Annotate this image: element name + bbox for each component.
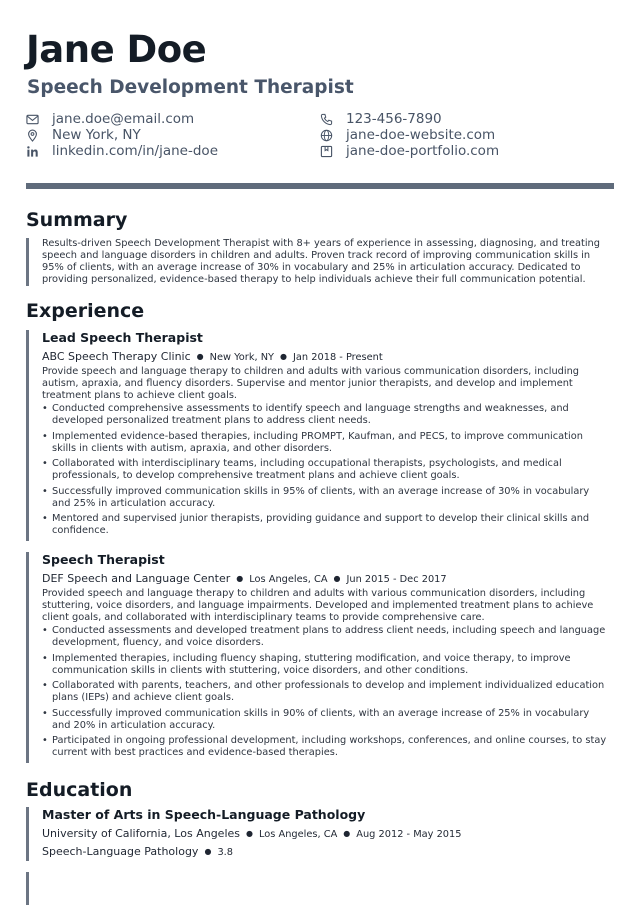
separator-dot: ●	[343, 829, 351, 838]
job-entry	[26, 330, 614, 541]
job-bullets	[42, 403, 608, 537]
school-location: Los Angeles, CA	[259, 829, 338, 840]
job-description: Provided speech and language therapy to children and adults with various communication disorders, including stuttering, voice disorders, and language impairments. Developed and implemented treatment plans to achieve client goals, and collaborated with interdisciplinary teams to provide comprehensive care.	[42, 588, 594, 623]
candidate-name: Jane Doe	[26, 28, 207, 71]
job-company: DEF Speech and Language Center	[42, 572, 231, 585]
separator-dot: ●	[246, 829, 253, 838]
summary-heading: Summary	[26, 209, 128, 231]
phone-text: 123-456-7890	[346, 111, 442, 127]
next-section-bar	[26, 872, 42, 905]
job-company: ABC Speech Therapy Clinic	[42, 350, 191, 363]
degree-title: Master of Arts in Speech-Language Pathology	[42, 807, 366, 822]
contact-block	[26, 111, 616, 161]
contact-email[interactable]	[26, 111, 194, 127]
job-dates: Jan 2018 - Present	[293, 352, 383, 363]
list-item: • Conducted comprehensive assessments to identify speech and language strengths and weaknesses, and developed personalized treatment plans to address client needs.	[42, 403, 608, 427]
summary-text: Results-driven Speech Development Therapist with 8+ years of experience in assessing, diagnosing, and treating speech and language disorders in children and adults. Proven track record of improving communication skills in 95% of clients, with an average increase of 30% in vocabulary and 25% in articulation accuracy. Dedicated to providing personalized, evidence-based therapy to help individuals achieve their full communication potential.	[42, 238, 600, 285]
contact-portfolio[interactable]	[320, 143, 499, 159]
education-entry	[26, 807, 614, 861]
job-org-line	[42, 349, 614, 365]
list-item: • Conducted assessments and developed treatment plans to address client needs, including speech and language development, fluency, and voice disorders.	[42, 625, 608, 649]
job-org-line	[42, 571, 614, 587]
phone-icon	[320, 113, 333, 126]
job-location: New York, NY	[209, 352, 275, 363]
contact-phone[interactable]	[320, 111, 442, 127]
portfolio-icon	[320, 145, 333, 158]
linkedin-text: linkedin.com/in/jane-doe	[52, 143, 218, 159]
job-role: Lead Speech Therapist	[42, 330, 203, 345]
summary-block	[26, 238, 614, 286]
list-item: • Successfully improved communication skills in 95% of clients, with an average increase of 30% in vocabulary and 25% in articulation accuracy.	[42, 486, 608, 510]
linkedin-icon	[26, 145, 39, 158]
website-text: jane-doe-website.com	[346, 127, 496, 143]
experience-heading: Experience	[26, 300, 145, 322]
envelope-icon	[26, 113, 39, 126]
portfolio-text: jane-doe-portfolio.com	[346, 143, 500, 159]
globe-icon	[320, 129, 333, 142]
separator-dot: ●	[196, 352, 204, 361]
list-item: • Successfully improved communication skills in 90% of clients, with an average increase of 25% in vocabulary and 20% in articulation accuracy.	[42, 708, 608, 732]
education-org-line	[42, 826, 614, 842]
gpa-value: 3.8	[217, 847, 234, 858]
field-line	[42, 844, 614, 860]
education-heading: Education	[26, 779, 133, 801]
job-location: Los Angeles, CA	[249, 574, 328, 585]
list-item: • Collaborated with interdisciplinary teams, including occupational therapists, psychologists, and medical professionals, to develop comprehensive treatment plans and achieve client goals.	[42, 458, 608, 482]
job-title: Speech Development Therapist	[27, 77, 354, 98]
contact-website[interactable]	[320, 127, 495, 143]
job-role: Speech Therapist	[42, 552, 165, 567]
job-bullets	[42, 625, 608, 759]
job-entry	[26, 552, 614, 763]
email-text: jane.doe@email.com	[52, 111, 195, 127]
list-item: • Implemented evidence-based therapies, including PROMPT, Kaufman, and PECS, to improve communication skills in clients with autism, apraxia, and other disorders.	[42, 431, 608, 455]
job-description: Provide speech and language therapy to children and adults with various communication disorders, including autism, apraxia, and fluency disorders. Supervise and mentor junior therapists, and develop and implement treatment plans to achieve client goals.	[42, 366, 580, 401]
header-divider	[26, 183, 614, 189]
field-of-study: Speech-Language Pathology	[42, 845, 199, 858]
location-pin-icon	[26, 129, 39, 142]
school-name: University of California, Los Angeles	[42, 827, 241, 840]
education-dates: Aug 2012 - May 2015	[356, 829, 462, 840]
separator-dot: ●	[333, 574, 341, 583]
job-dates: Jun 2015 - Dec 2017	[346, 574, 447, 585]
separator-dot: ●	[280, 352, 288, 361]
separator-dot: ●	[236, 574, 244, 583]
separator-dot: ●	[204, 847, 212, 856]
list-item: • Collaborated with parents, teachers, and other professionals to develop and implement individualized education plans (IEPs) and achieve client goals.	[42, 680, 608, 704]
list-item: • Mentored and supervised junior therapists, providing guidance and support to develop their clinical skills and confidence.	[42, 513, 608, 537]
contact-linkedin[interactable]	[26, 143, 218, 159]
location-text: New York, NY	[52, 127, 141, 143]
list-item: • Participated in ongoing professional development, including workshops, conferences, and online courses, to stay current with best practices and evidence-based therapies.	[42, 735, 608, 759]
contact-location	[26, 127, 141, 143]
list-item: • Implemented therapies, including fluency shaping, stuttering modification, and voice therapy, to improve communication skills in clients with stuttering, voice disorders, and other conditions.	[42, 653, 608, 677]
